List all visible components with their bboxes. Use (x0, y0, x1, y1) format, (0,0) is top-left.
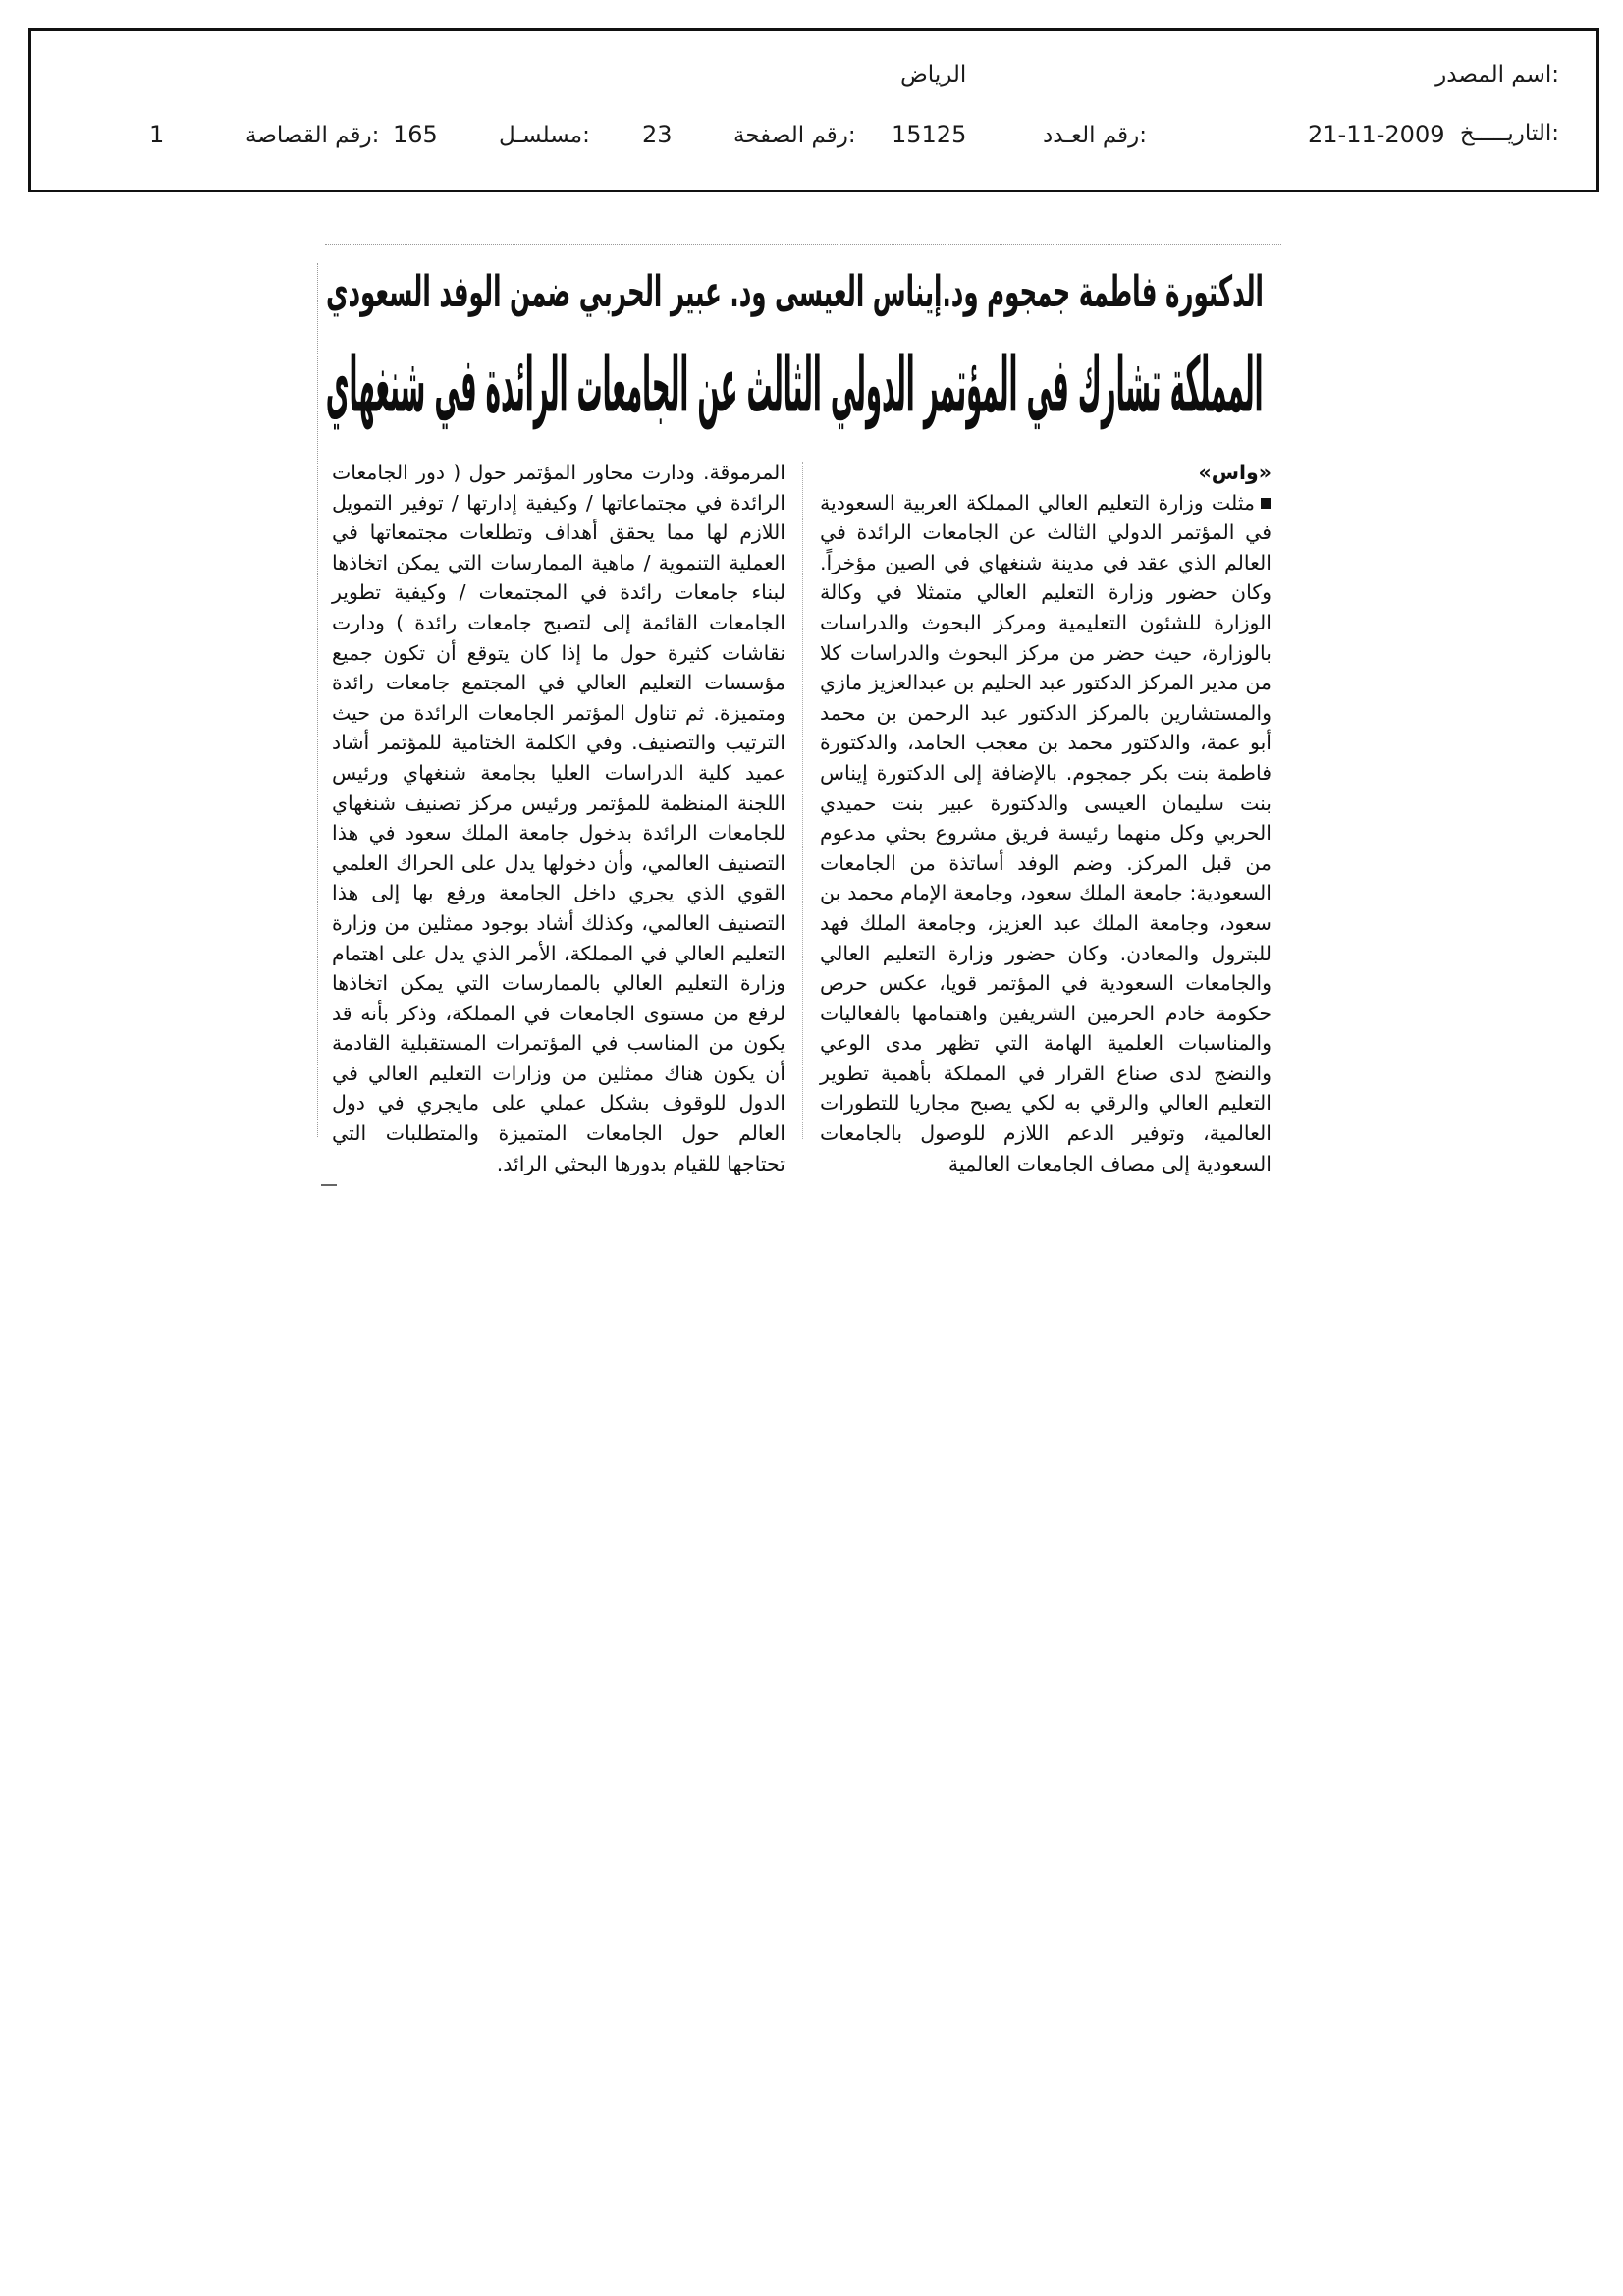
serial-value: 165 (393, 121, 438, 148)
issue-value: 15125 (892, 121, 967, 148)
article-column-right (820, 458, 1271, 1178)
newspaper-clipping (317, 244, 1281, 1191)
clipping-header (28, 28, 1599, 192)
date-value: 21-11-2009 (1308, 121, 1445, 148)
article-subheadline: الدكتورة فاطمة جمجوم ود.إيناس العيسى ود. عبير الحربي ضمن الوفد السعودي (326, 267, 1264, 317)
clip-value: 1 (149, 121, 165, 148)
article-body-right: مثلت وزارة التعليم العالي المملكة العربية السعودية في المؤتمر الدولي الثالث عن الجامعات الرائدة في العالم الذي عقد في مدينة شنغهاي في الصين مؤخراً. وكان حضور وزارة التعليم العالي متمثلا في وكالة الوزارة للشئون التعليمية ومركز البحوث والدراسات بالوزارة، حيث حضر من مركز البحوث والدراسات كلا من مدير المركز الدكتور عبد الحليم بن عبدالعزيز مازي والمستشارين بالمركز الدكتور عبد الرحمن بن محمد أبو عمة، والدكتور محمد بن معجب الحامد، والدكتورة فاطمة بنت بكر جمجوم. بالإضافة إلى الدكتورة إيناس بنت سليمان العيسى والدكتورة عبير بنت حميدي الحربي وكل منهما رئيسة فريق مشروع بحثي مدعوم من قبل المركز. وضم الوفد أساتذة من الجامعات السعودية: جامعة الملك سعود، وجامعة الإمام محمد بن سعود، وجامعة الملك عبد العزيز، وجامعة الملك فهد للبترول والمعادن. وكان حضور وزارة التعليم العالي والجامعات السعودية في المؤتمر قويا، عكس حرص حكومة خادم الحرمين الشريفين واهتمامها بالفعاليات والمناسبات العلمية الهامة التي تظهر مدى الوعي والنضج لدى صناع القرار في المملكة بأهمية تطوير التعليم العالي والرقي به لكي يصبح مجاريا للتطورات العالمية، وتوفير الدعم اللازم للوصول بالجامعات السعودية إلى مصاف الجامعات العالمية (820, 490, 1271, 1175)
page-value: 23 (642, 121, 673, 148)
paragraph-bullet-icon (1261, 498, 1271, 509)
issue-label: رقم العـدد: (1043, 123, 1148, 148)
page-label: رقم الصفحة: (733, 123, 856, 148)
clipping-left-border (317, 263, 319, 1137)
article-byline: «واس» (1198, 461, 1271, 484)
clipping-top-border (325, 244, 1281, 246)
column-separator (802, 462, 804, 1139)
serial-label: مسلسـل: (499, 123, 590, 148)
clip-label: رقم القصاصة: (245, 123, 380, 148)
clipping-end-mark (321, 1184, 337, 1186)
date-label: التاريـــــخ: (1459, 121, 1559, 146)
article-column-left (332, 458, 785, 1178)
source-label: اسم المصدر: (1435, 62, 1559, 87)
article-headline: المملكة تشارك في المؤتمر الدولي الثالث عن الجامعات الرائدة في شنغهاي (326, 340, 1264, 430)
article-body-left: المرموقة. ودارت محاور المؤتمر حول ( دور الجامعات الرائدة في مجتماعاتها / وكيفية إدارتها / توفير التمويل اللازم لها مما يحقق أهداف وتطلعات مجتمعاتها في العملية التنموية / ماهية الممارسات التي يمكن اتخاذها لبناء جامعات رائدة في المجتمعات / وكيفية تطوير الجامعات القائمة إلى لتصبح جامعات رائدة ) ودارت نقاشات كثيرة حول ما إذا كان يتوقع أن تكون جميع مؤسسات التعليم العالي في المجتمع جامعات رائدة ومتميزة. ثم تناول المؤتمر الجامعات الرائدة من حيث الترتيب والتصنيف. وفي الكلمة الختامية للمؤتمر أشاد عميد كلية الدراسات العليا بجامعة شنغهاي ورئيس اللجنة المنظمة للمؤتمر ورئيس مركز تصنيف شنغهاي للجامعات الرائدة بدخول جامعة الملك سعود في هذا التصنيف العالمي، وأن دخولها يدل على الحراك العلمي القوي الذي يجري داخل الجامعة ورفع بها إلى هذا التصنيف العالمي، وكذلك أشاد بوجود ممثلين من وزارة التعليم العالي في المملكة، الأمر الذي يدل على اهتمام وزارة التعليم العالي بالممارسات التي يمكن اتخاذها لرفع من مستوى الجامعات في المملكة، وذكر بأنه قد يكون من المناسب في المؤتمرات المستقبلية القادمة أن يكون هناك ممثلين من وزارات التعليم العالي في الدول للوقوف بشكل عملي على مايجري في دول العالم حول الجامعات المتميزة والمتطلبات التي تحتاجها للقيام بدورها البحثي الرائد. (332, 461, 785, 1175)
source-value: الرياض (900, 62, 967, 87)
